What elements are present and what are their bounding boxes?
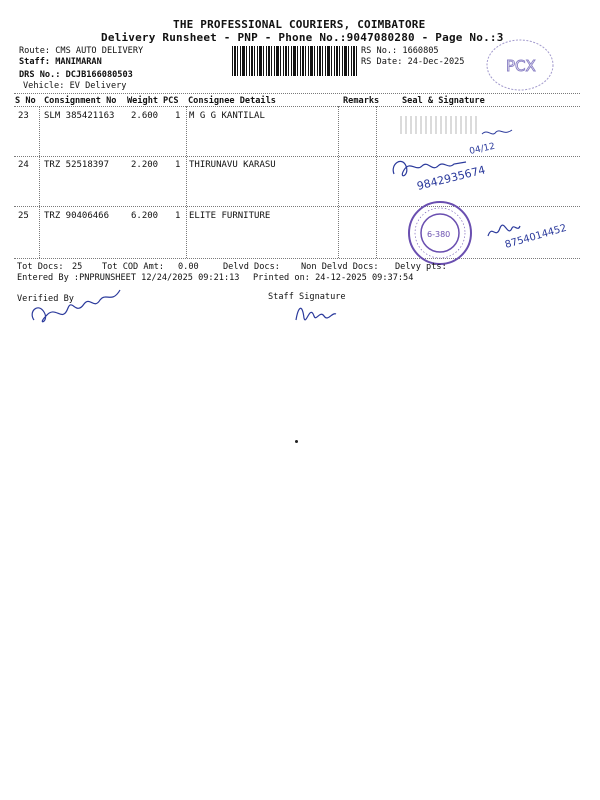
col-weight: Weight xyxy=(127,96,159,106)
col-separator xyxy=(39,106,40,258)
staff-signature xyxy=(290,298,340,328)
staff-label: Staff: MANIMARAN xyxy=(19,57,102,67)
pcx-stamp-text: PCX xyxy=(506,57,536,75)
rs-date: RS Date: 24-Dec-2025 xyxy=(361,57,465,67)
handwritten-phone: 8754014452 xyxy=(503,222,568,251)
handwritten-phone: 9842935674 xyxy=(415,163,487,193)
row-consignee: ELITE FURNITURE xyxy=(189,211,271,221)
delvy-pts-label: Delvy pts: xyxy=(395,262,447,272)
staff-signature-label: Staff Signature xyxy=(268,292,346,302)
col-pcs: PCS xyxy=(163,96,179,106)
row-pcs: 1 xyxy=(175,160,181,170)
col-separator xyxy=(186,106,187,258)
table-bottom-rule xyxy=(14,258,580,259)
col-remarks: Remarks xyxy=(343,96,380,106)
route-label: Route: CMS AUTO DELIVERY xyxy=(19,46,144,56)
table-top-rule xyxy=(14,93,580,94)
row-weight: 2.200 xyxy=(131,160,159,170)
row-pcs: 1 xyxy=(175,211,181,221)
speck xyxy=(295,440,298,443)
row-consignee: M G G KANTILAL xyxy=(189,111,265,121)
verified-by-label: Verified By xyxy=(17,294,74,304)
tot-cod-value: 0.00 xyxy=(178,262,199,272)
col-consignment: Consignment No xyxy=(44,96,117,106)
rs-number: RS No.: 1660805 xyxy=(361,46,439,56)
pcx-stamp xyxy=(483,36,557,94)
printed-on: Printed on: 24-12-2025 09:37:54 xyxy=(253,273,414,283)
row-consignment: TRZ 52518397 xyxy=(44,160,110,170)
row-weight: 6.200 xyxy=(131,211,159,221)
non-delvd-docs-label: Non Delvd Docs: xyxy=(301,262,379,272)
verified-signature xyxy=(28,282,138,332)
seal-stamp xyxy=(404,198,476,268)
row-consignee: THIRUNAVU KARASU xyxy=(189,160,276,170)
row-weight: 2.600 xyxy=(131,111,159,121)
col-seal-signature: Seal & Signature xyxy=(402,96,485,106)
tot-docs-label: Tot Docs: xyxy=(17,262,64,272)
row25-signature xyxy=(484,206,584,256)
receiver-signature xyxy=(388,122,538,194)
row-sno: 24 xyxy=(18,160,29,170)
seal-stamp-text: 6-380 xyxy=(427,230,451,239)
tot-cod-label: Tot COD Amt: xyxy=(102,262,165,272)
row-consignment: TRZ 90406466 xyxy=(44,211,110,221)
row-consignment: SLM 385421163 xyxy=(44,111,115,121)
vehicle-label: Vehicle: EV Delivery xyxy=(23,81,127,91)
runsheet-title: Delivery Runsheet - PNP - Phone No.:9047080280 - Page No.:3 xyxy=(101,31,504,44)
row-sno: 23 xyxy=(18,111,29,121)
delvd-docs-label: Delvd Docs: xyxy=(223,262,280,272)
drs-number: DRS No.: DCJB166080503 xyxy=(19,70,133,80)
entered-by: Entered By :PNPRUNSHEET 12/24/2025 09:21:13 xyxy=(17,273,240,283)
tot-docs-value: 25 xyxy=(72,262,83,272)
barcode xyxy=(232,46,358,76)
row-sno: 25 xyxy=(18,211,29,221)
col-consignee: Consignee Details xyxy=(188,96,276,106)
company-name: THE PROFESSIONAL COURIERS, COIMBATORE xyxy=(173,18,426,31)
header-rule xyxy=(14,106,580,107)
col-sno: S No xyxy=(15,96,36,106)
row-pcs: 1 xyxy=(175,111,181,121)
col-separator xyxy=(338,106,339,258)
handwritten-date: 04/12 xyxy=(468,141,496,157)
col-separator xyxy=(376,106,377,258)
